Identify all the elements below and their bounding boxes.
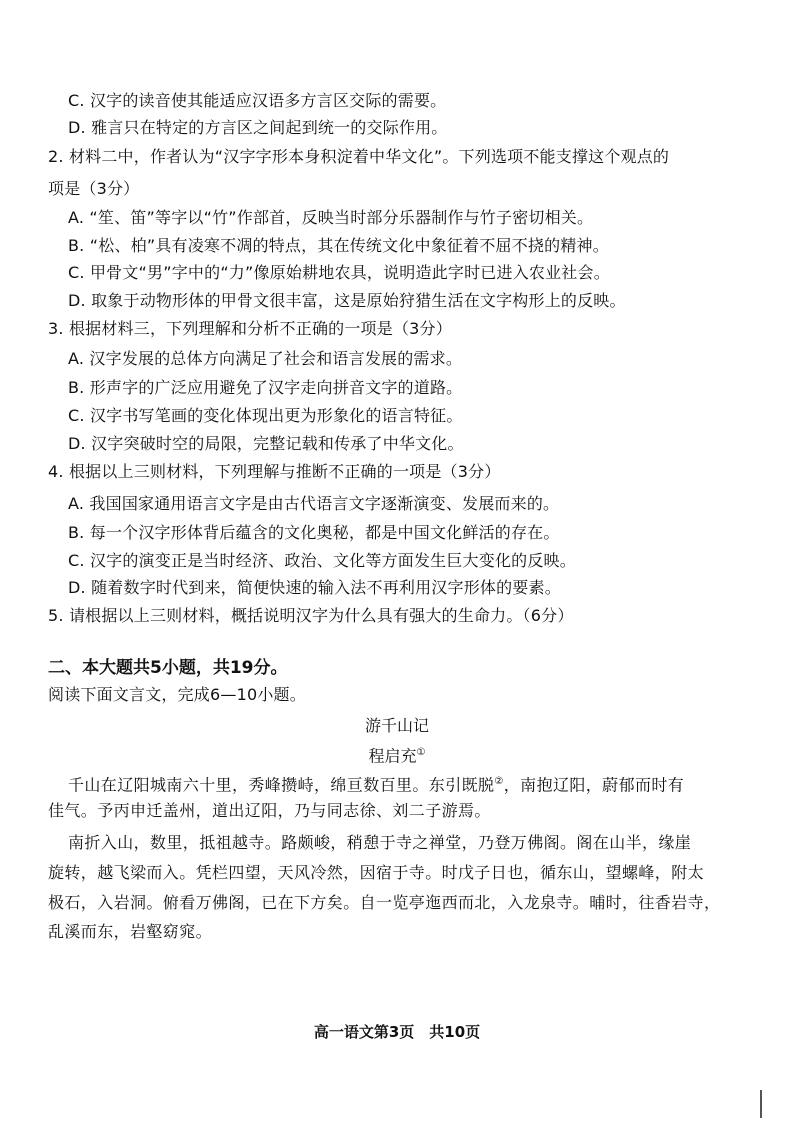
q4-stem: 4. 根据以上三则材料，下列理解与推断不正确的一项是（3分） (48, 462, 501, 481)
passage-p1-line1 (68, 771, 684, 796)
q3-option-b: B. 形声字的广泛应用避免了汉字走向拼音文字的道路。 (68, 378, 463, 397)
passage-p2-line3: 极石，入岩洞。俯看万佛阁，已在下方矣。自一览亭迤西而北，入龙泉寺。晡时，往香岩寺， (48, 893, 721, 912)
section2-instruction: 阅读下面文言文，完成6—10小题。 (48, 685, 306, 704)
q4-option-c: C. 汉字的演变正是当时经济、政治、文化等方面发生巨大变化的反映。 (68, 551, 576, 570)
q5-stem: 5. 请根据以上三则材料，概括说明汉字为什么具有强大的生命力。（6分） (48, 606, 574, 625)
q4-option-a: A. 我国国家通用语言文字是由古代语言文字逐渐演变、发展而来的。 (68, 494, 560, 513)
q2-option-a: A. “笙、笛”等字以“竹”作部首，反映当时部分乐器制作与竹子密切相关。 (68, 208, 594, 227)
q3-stem: 3. 根据材料三，下列理解和分析不正确的一项是（3分） (48, 319, 452, 338)
q3-option-c: C. 汉字书写笔画的变化体现出更为形象化的语言特征。 (68, 406, 463, 425)
author-footnote-mark: ① (416, 747, 426, 758)
q1-option-c: C. 汉字的读音使其能适应汉语多方言区交际的需要。 (68, 91, 447, 110)
q2-option-b: B. “松、柏”具有凌寒不凋的特点，其在传统文化中象征着不屈不挠的精神。 (68, 236, 609, 255)
scan-edge-mark (760, 1090, 762, 1118)
passage-p1-text-b: ，南抱辽阳，蔚郁而时有 (503, 775, 685, 795)
q2-option-c: C. 甲骨文“男”字中的“力”像原始耕地农具，说明造此字时已进入农业社会。 (68, 263, 610, 282)
passage-p2-line1: 南折入山，数里，抵祖越寺。路颇峻，稍憩于寺之禅堂，乃登万佛阁。阁在山半，缘崖 (68, 833, 692, 852)
passage-p2-line4: 乱溪而东，岩壑窈窕。 (48, 922, 213, 941)
q2-option-d: D. 取象于动物形体的甲骨文很丰富，这是原始狩猎生活在文字构形上的反映。 (68, 291, 626, 310)
passage-title: 游千山记 (364, 716, 429, 735)
passage-author-line (0, 742, 794, 767)
passage-p1-line2: 佳气。予丙申迁盖州，道出辽阳，乃与同志徐、刘二子游焉。 (48, 801, 491, 820)
page-footer: 高一语文第3页 共10页 (313, 1023, 481, 1041)
q4-option-d: D. 随着数字时代到来，简便快速的输入法不再利用汉字形体的要素。 (68, 578, 561, 597)
passage-author: 程启充 (368, 746, 417, 766)
q2-stem-line1: 2. 材料二中，作者认为“汉字字形本身积淀着中华文化”。下列选项不能支撑这个观点的 (48, 147, 670, 166)
q2-stem-line2: 项是（3分） (48, 179, 140, 198)
q3-option-a: A. 汉字发展的总体方向满足了社会和语言发展的需求。 (68, 349, 463, 368)
q4-option-b: B. 每一个汉字形体背后蕴含的文化奥秘，都是中国文化鲜活的存在。 (68, 523, 560, 542)
passage-p1-text-a: 千山在辽阳城南六十里，秀峰攒峙，绵亘数百里。东引既脱 (68, 775, 495, 795)
q1-option-d: D. 雅言只在特定的方言区之间起到统一的交际作用。 (68, 118, 448, 137)
p1-footnote-mark: ② (494, 776, 504, 787)
section2-heading: 二、本大题共5小题，共19分。 (48, 658, 288, 678)
passage-p2-line2: 旋转，越飞梁而入。凭栏四望，天风冷然，因宿于寺。时戊子日也，循东山，望螺峰，附太 (48, 863, 705, 882)
q3-option-d: D. 汉字突破时空的局限，完整记载和传承了中华文化。 (68, 434, 464, 453)
